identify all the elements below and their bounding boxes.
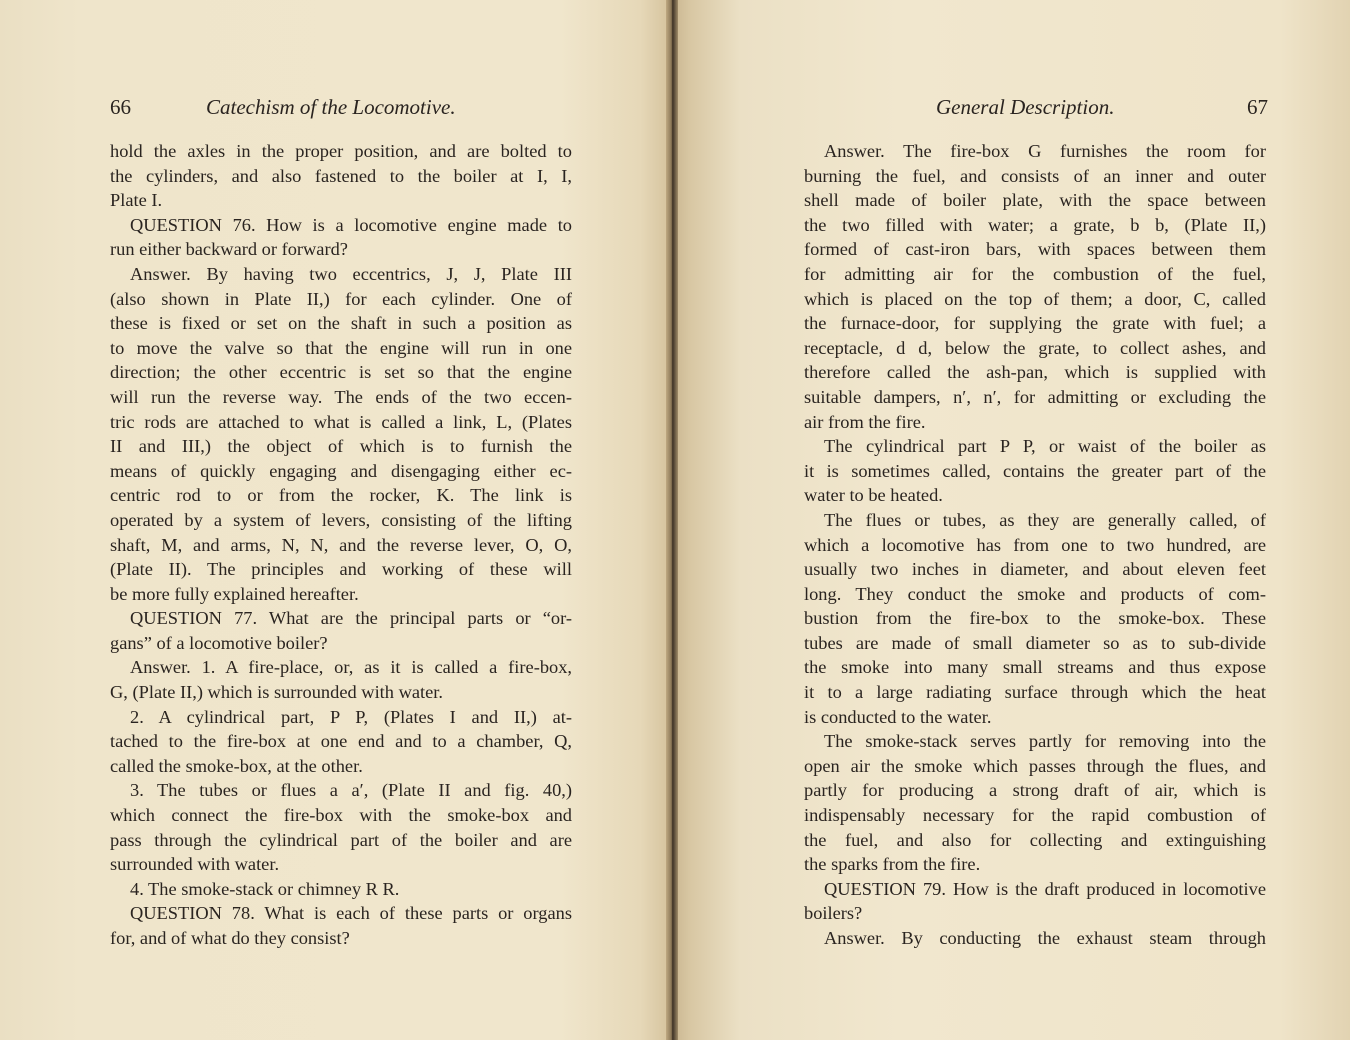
text-line: direction; the other eccentric is set so that the engine (110, 362, 572, 383)
text-line: the cylinders, and also fastened to the boiler at I, I, (110, 165, 572, 186)
text-line: partly for producing a strong draft of air, which is (804, 780, 1266, 801)
text-line: therefore called the ash-pan, which is supplied with (804, 362, 1266, 383)
text-line: these is fixed or set on the shaft in such a position as (110, 313, 572, 334)
text-line: long. They conduct the smoke and products of com- (804, 583, 1266, 604)
text-line: boilers? (804, 903, 863, 924)
text-line: QUESTION 77. What are the principal parts or “or- (130, 608, 572, 629)
text-line: The smoke-stack serves partly for removing into the (824, 731, 1266, 752)
text-line: hold the axles in the proper position, and are bolted to (110, 141, 572, 161)
text-line: formed of cast-iron bars, with spaces between them (804, 239, 1266, 260)
text-line: shell made of boiler plate, with the space between (804, 190, 1266, 211)
text-line: Answer. 1. A fire-place, or, as it is called a fire-box, (130, 657, 572, 678)
text-line: (Plate II). The principles and working of these will (110, 559, 572, 580)
text-line: indispensably necessary for the rapid combustion of (804, 805, 1266, 826)
text-line: run either backward or forward? (110, 239, 348, 260)
text-line: The flues or tubes, as they are generally called, of (824, 509, 1266, 530)
text-line: 3. The tubes or flues a a′, (Plate II and fig. 40,) (130, 780, 572, 801)
text-line: suitable dampers, n′, n′, for admitting or excluding the (804, 386, 1266, 407)
text-line: for admitting air for the combustion of the fuel, (804, 263, 1266, 284)
text-line: The cylindrical part P P, or waist of the boiler as (824, 436, 1266, 457)
text-line: QUESTION 79. How is the draft produced in locomotive (824, 878, 1266, 899)
text-line: tached to the fire-box at one end and to a chamber, Q, (110, 731, 572, 752)
text-line: which connect the fire-box with the smoke-box and (110, 805, 572, 826)
left-page-header (110, 92, 572, 122)
page-number: 67 (1247, 95, 1268, 119)
text-line: be more fully explained hereafter. (110, 583, 359, 604)
running-head: Catechism of the Locomotive. (206, 95, 456, 119)
text-line: gans” of a locomotive boiler? (110, 632, 328, 653)
text-line: the furnace-door, for supplying the grate with fuel; a (804, 313, 1266, 334)
text-line: for, and of what do they consist? (110, 928, 350, 948)
text-line: centric rod to or from the rocker, K. The link is (110, 485, 572, 506)
text-line: is conducted to the water. (804, 706, 992, 727)
text-line: surrounded with water. (110, 854, 280, 875)
text-line: Plate I. (110, 190, 163, 211)
running-head: General Description. (936, 95, 1115, 119)
text-line: receptacle, d d, below the grate, to collect ashes, and (804, 337, 1266, 358)
text-line: open air the smoke which passes through the flues, and (804, 755, 1266, 776)
right-page (676, 0, 1350, 1040)
text-line: air from the fire. (804, 411, 926, 432)
right-page-text (804, 139, 1266, 951)
text-line: 4. The smoke-stack or chimney R R. (130, 878, 400, 899)
text-line: the two filled with water; a grate, b b, (Plate II,) (804, 214, 1266, 235)
text-line: shaft, M, and arms, N, N, and the reverse lever, O, O, (110, 534, 572, 555)
text-line: (also shown in Plate II,) for each cylinder. One of (110, 288, 572, 309)
text-line: which a locomotive has from one to two hundred, are (804, 534, 1266, 555)
text-line: tric rods are attached to what is called a link, L, (Plates (110, 411, 572, 432)
text-line: which is placed on the top of them; a door, C, called (804, 288, 1266, 309)
text-line: water to be heated. (804, 485, 943, 506)
text-line: the fuel, and also for collecting and extinguishing (804, 829, 1266, 850)
text-line: Answer. By having two eccentrics, J, J, Plate III (130, 263, 572, 284)
text-line: QUESTION 76. How is a locomotive engine made to (130, 214, 572, 235)
text-line: operated by a system of levers, consisting of the lifting (110, 509, 572, 530)
text-line: QUESTION 78. What is each of these parts or organs (130, 903, 572, 924)
text-line: pass through the cylindrical part of the boiler and are (110, 829, 572, 850)
text-line: called the smoke-box, at the other. (110, 755, 363, 776)
text-line: II and III,) the object of which is to furnish the (110, 436, 572, 457)
text-line: burning the fuel, and consists of an inner and outer (804, 165, 1266, 186)
text-line: to move the valve so that the engine will run in one (110, 337, 572, 358)
text-line: means of quickly engaging and disengaging either ec- (110, 460, 572, 481)
text-line: the smoke into many small streams and thus expose (804, 657, 1266, 678)
text-line: it to a large radiating surface through which the heat (804, 682, 1266, 703)
text-line: 2. A cylindrical part, P P, (Plates I and II,) at- (130, 706, 572, 727)
text-line: tubes are made of small diameter so as to sub-divide (804, 632, 1266, 653)
left-page (0, 0, 668, 1040)
right-page-header (806, 92, 1268, 122)
page-number: 66 (110, 95, 131, 119)
text-line: Answer. The fire-box G furnishes the room for (824, 141, 1266, 161)
text-line: G, (Plate II,) which is surrounded with water. (110, 682, 443, 703)
left-page-text (110, 139, 572, 951)
text-line: Answer. By conducting the exhaust steam through (824, 928, 1266, 948)
text-line: will run the reverse way. The ends of the two eccen- (110, 386, 572, 407)
text-line: bustion from the fire-box to the smoke-box. These (804, 608, 1266, 629)
text-line: usually two inches in diameter, and about eleven feet (804, 559, 1266, 580)
text-line: the sparks from the fire. (804, 854, 981, 875)
text-line: it is sometimes called, contains the greater part of the (804, 460, 1266, 481)
